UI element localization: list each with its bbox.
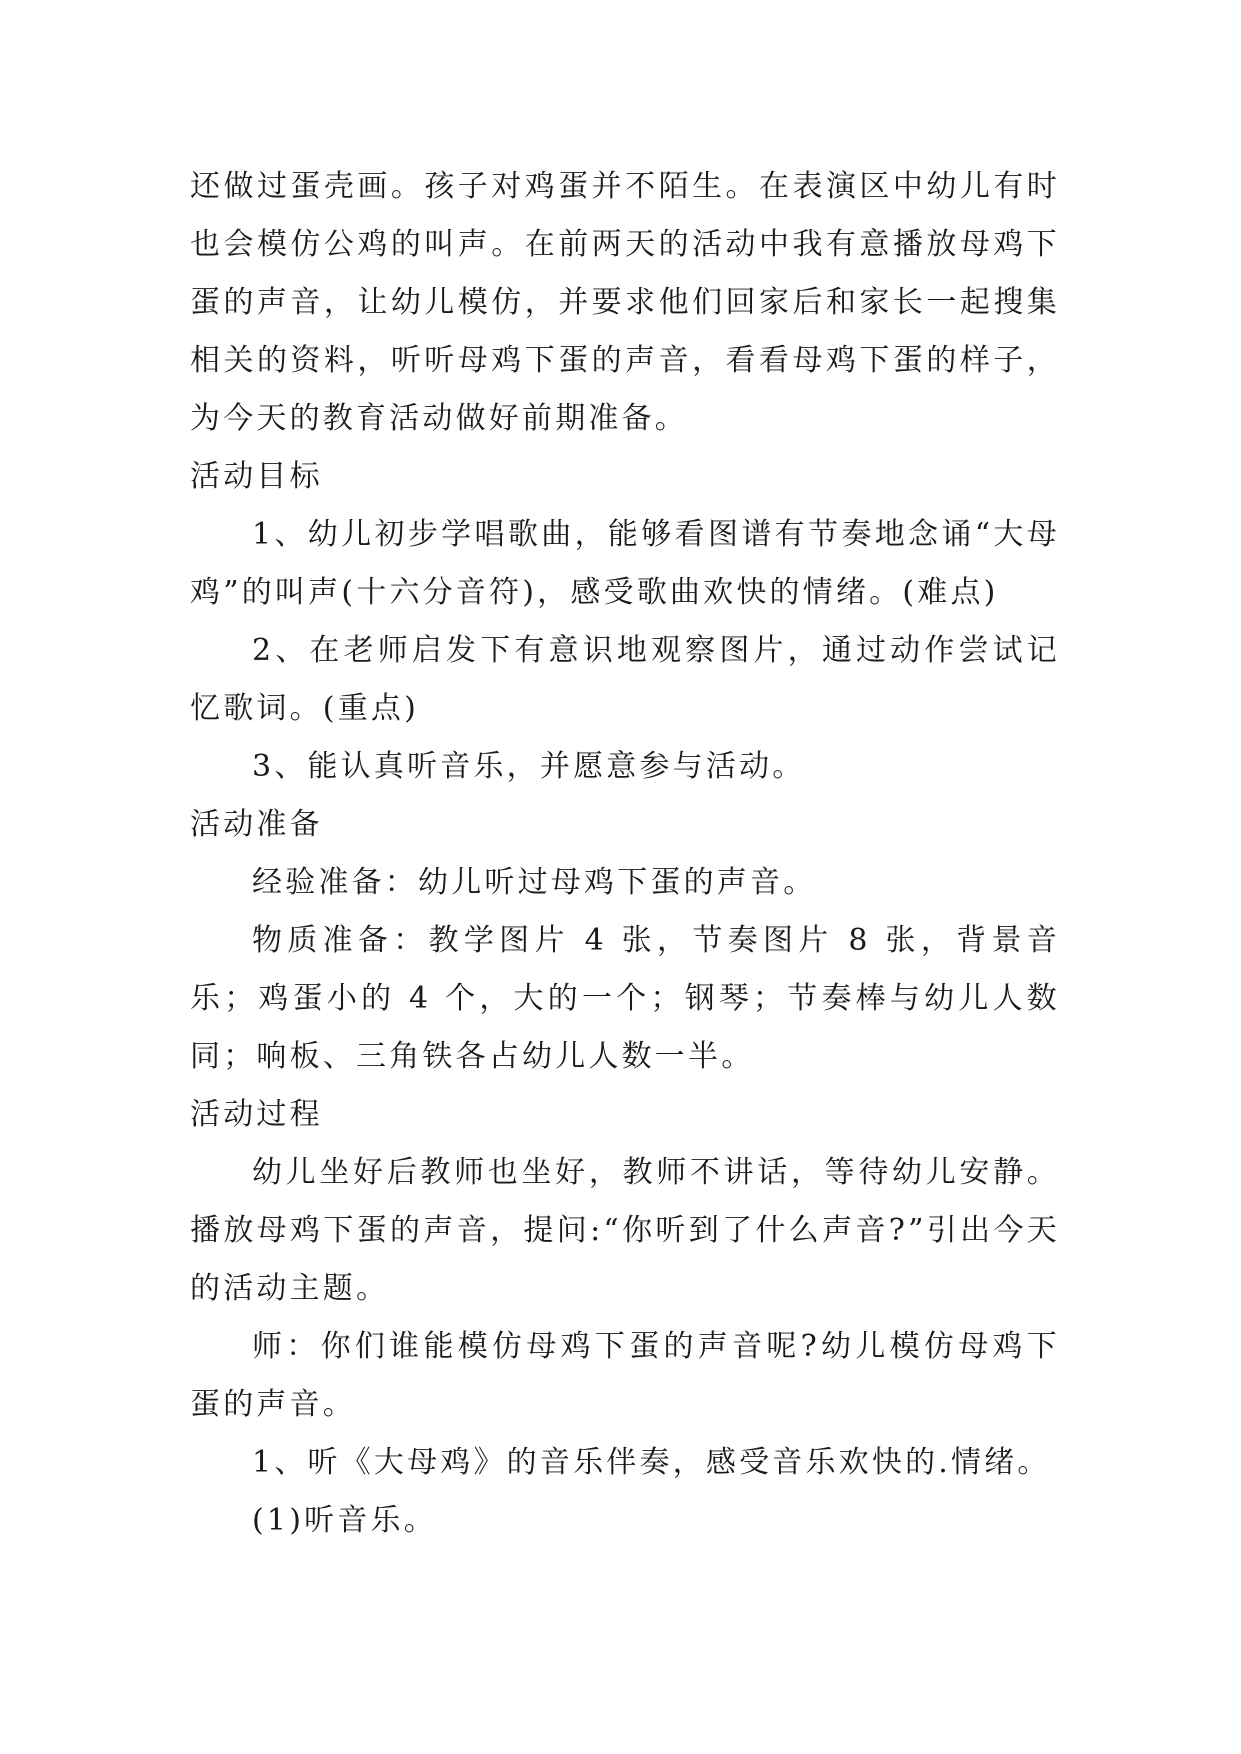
goal-item-1: 1、幼儿初步学唱歌曲，能够看图谱有节奏地念诵“大母鸡”的叫声(十六分音符)，感受歌曲欢快的情绪。(难点): [190, 517, 1060, 610]
process-substep-1: (1)听音乐。: [252, 1503, 437, 1538]
document-body: [190, 158, 1060, 1550]
section-heading-process: 活动过程: [190, 1097, 323, 1132]
process-step-1: 1、听《大母鸡》的音乐伴奏，感受音乐欢快的.情绪。: [252, 1445, 1051, 1480]
goal-item-2: 2、在老师启发下有意识地观察图片，通过动作尝试记忆歌词。(重点): [190, 633, 1060, 726]
section-heading-preparation: 活动准备: [190, 807, 323, 842]
preparation-materials: 物质准备：教学图片 4 张，节奏图片 8 张，背景音乐；鸡蛋小的 4 个，大的一个；钢琴；节奏棒与幼儿人数同；响板、三角铁各占幼儿人数一半。: [190, 923, 1060, 1074]
section-heading-goals: 活动目标: [190, 459, 323, 494]
process-intro: 幼儿坐好后教师也坐好，教师不讲话，等待幼儿安静。播放母鸡下蛋的声音，提问:“你听到了什么声音?”引出今天的活动主题。: [190, 1155, 1060, 1306]
goal-item-3: 3、能认真听音乐，并愿意参与活动。: [252, 749, 806, 784]
preparation-experience: 经验准备：幼儿听过母鸡下蛋的声音。: [252, 865, 817, 900]
process-teacher-question: 师：你们谁能模仿母鸡下蛋的声音呢?幼儿模仿母鸡下蛋的声音。: [190, 1329, 1060, 1422]
paragraph-continuation: 还做过蛋壳画。孩子对鸡蛋并不陌生。在表演区中幼儿有时也会模仿公鸡的叫声。在前两天的活动中我有意播放母鸡下蛋的声音，让幼儿模仿，并要求他们回家后和家长一起搜集相关的资料，听听母鸡下蛋的声音，看看母鸡下蛋的样子，为今天的教育活动做好前期准备。: [190, 169, 1060, 436]
